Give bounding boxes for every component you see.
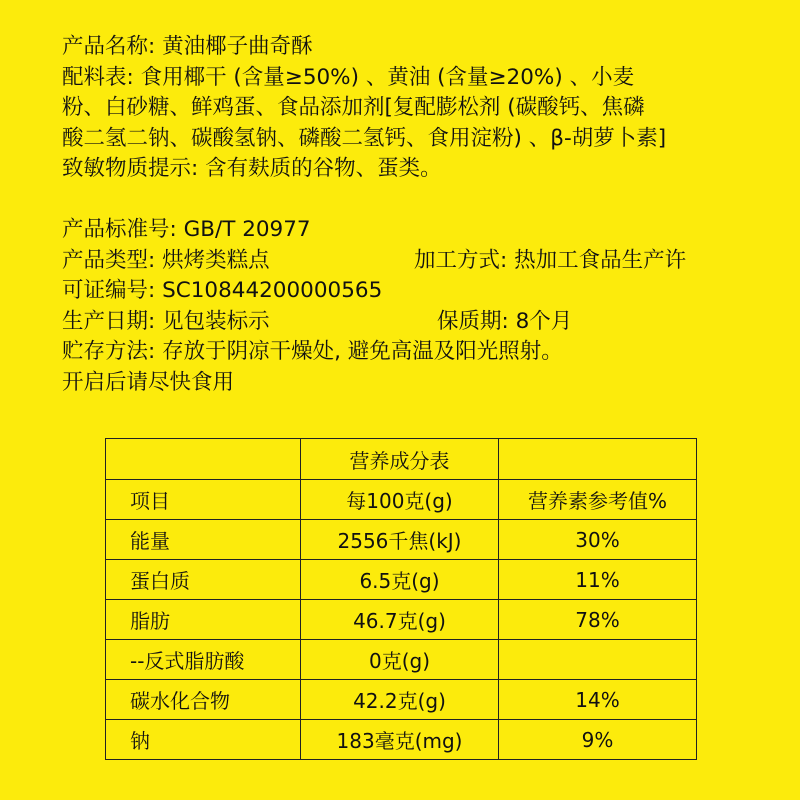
standard-number: 产品标准号: GB/T 20977	[62, 217, 311, 242]
table-title-row	[106, 439, 697, 480]
row-amount: 42.2克(g)	[301, 680, 499, 720]
table-title: 营养成分表	[301, 439, 499, 480]
row-name: 钠	[106, 720, 301, 760]
header-item: 项目	[106, 480, 301, 520]
row-name: 蛋白质	[106, 560, 301, 600]
ingredients-line-2: 粉、白砂糖、鲜鸡蛋、食品添加剂[复配膨松剂 (碳酸钙、焦磷	[62, 95, 645, 120]
ingredients-line-1: 配料表: 食用椰干 (含量≥50%) 、黄油 (含量≥20%) 、小麦	[62, 64, 635, 90]
row-name: 能量	[106, 520, 301, 560]
table-header-row	[106, 480, 697, 520]
spacer	[62, 185, 762, 216]
date-shelf-row	[62, 307, 762, 338]
shelf-life: 保质期: 8个月	[437, 308, 573, 334]
table-row	[106, 680, 697, 720]
table-row	[106, 640, 697, 680]
nutrition-table	[105, 438, 697, 760]
row-nrv: 78%	[499, 600, 697, 640]
production-date: 生产日期: 见包装标示	[62, 308, 270, 334]
product-info	[62, 32, 762, 398]
table-row	[106, 600, 697, 640]
license-number: 可证编号: SC10844200000565	[62, 278, 383, 303]
row-name: 脂肪	[106, 600, 301, 640]
row-amount: 46.7克(g)	[301, 600, 499, 640]
after-open-notice: 开启后请尽快食用	[62, 369, 235, 395]
product-name: 产品名称: 黄油椰子曲奇酥	[62, 34, 313, 59]
product-type: 产品类型: 烘烤类糕点	[62, 247, 270, 273]
row-nrv: 11%	[499, 560, 697, 600]
row-nrv: 14%	[499, 680, 697, 720]
table-row	[106, 560, 697, 600]
processing-method: 加工方式: 热加工食品生产许	[414, 247, 687, 273]
table-row	[106, 720, 697, 760]
row-amount: 0克(g)	[301, 640, 499, 680]
table-row	[106, 520, 697, 560]
type-process-row	[62, 246, 762, 277]
ingredients-line-3: 酸二氢二钠、碳酸氢钠、磷酸二氢钙、食用淀粉) 、β-胡萝卜素]	[62, 125, 667, 151]
allergen-notice: 致敏物质提示: 含有麸质的谷物、蛋类。	[62, 156, 442, 181]
row-amount: 6.5克(g)	[301, 560, 499, 600]
row-nrv: 9%	[499, 720, 697, 760]
row-nrv: 30%	[499, 520, 697, 560]
header-nrv: 营养素参考值%	[499, 480, 697, 520]
row-nrv	[499, 640, 697, 680]
storage-method: 贮存方法: 存放于阴凉干燥处, 避免高温及阳光照射。	[62, 339, 563, 364]
row-amount: 2556千焦(kJ)	[301, 520, 499, 560]
row-name: 碳水化合物	[106, 680, 301, 720]
header-per-100g: 每100克(g)	[301, 480, 499, 520]
row-name: --反式脂肪酸	[106, 640, 301, 680]
row-amount: 183毫克(mg)	[301, 720, 499, 760]
